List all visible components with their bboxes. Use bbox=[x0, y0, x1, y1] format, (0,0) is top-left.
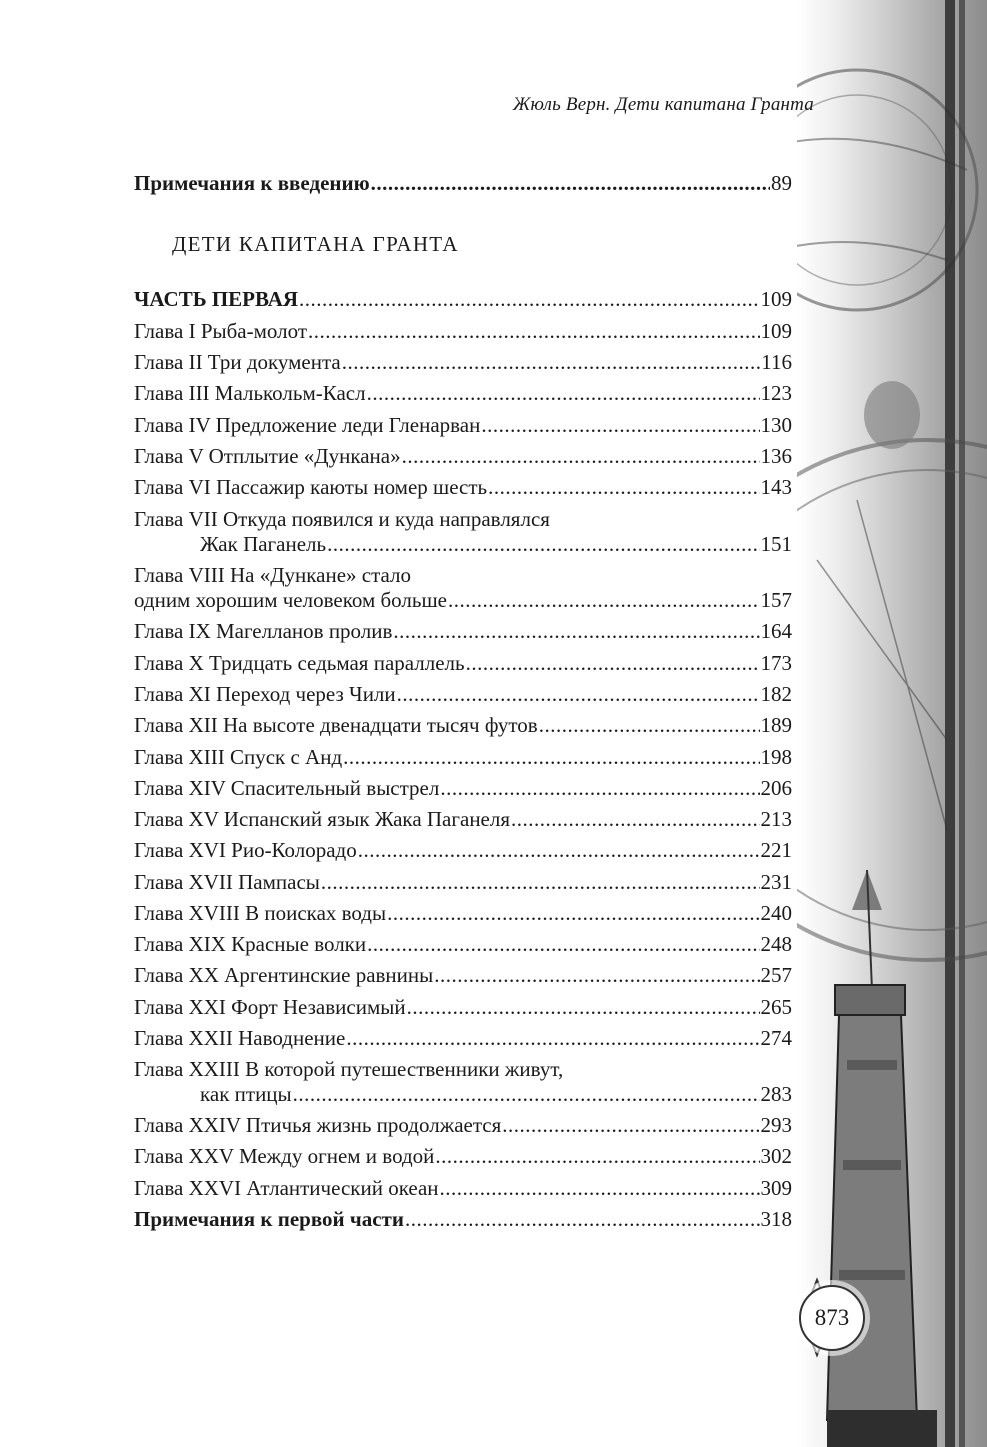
toc-chapter[interactable] bbox=[134, 962, 792, 988]
leader-dots bbox=[511, 806, 759, 832]
toc-entry-title: Жак Паганель bbox=[200, 532, 327, 556]
leader-dots bbox=[343, 744, 759, 770]
toc-chapter-line1[interactable]: Глава VIII На «Дункане» стало bbox=[134, 563, 412, 587]
toc-chapter[interactable] bbox=[134, 531, 792, 557]
toc-entry-page: 109 bbox=[760, 319, 792, 343]
toc-chapter[interactable] bbox=[134, 443, 792, 469]
toc-entry-title: одним хорошим человеком больше bbox=[134, 588, 447, 612]
toc-chapter[interactable] bbox=[134, 349, 792, 375]
toc-entry-title: Глава IX Магелланов пролив bbox=[134, 619, 393, 643]
toc-chapter[interactable] bbox=[134, 744, 792, 770]
toc-entry-page: 206 bbox=[760, 776, 792, 800]
leader-dots bbox=[397, 681, 760, 707]
toc-entry-page: 182 bbox=[760, 682, 792, 706]
toc-entry-title: Глава XIII Спуск с Анд bbox=[134, 745, 343, 769]
toc-entry-page: 123 bbox=[760, 381, 792, 405]
toc-entry-page: 265 bbox=[760, 995, 792, 1019]
toc-entry-title: Глава XIV Спасительный выстрел bbox=[134, 776, 440, 800]
page-number: 873 bbox=[814, 1305, 850, 1330]
toc-entry-title: Глава XXV Между огнем и водой bbox=[134, 1144, 435, 1168]
leader-dots bbox=[367, 380, 760, 406]
toc-entry-title: Глава XXIV Птичья жизнь продолжается bbox=[134, 1113, 502, 1137]
leader-dots bbox=[488, 474, 759, 500]
toc-entry-title: Глава XII На высоте двенадцати тысяч футов bbox=[134, 713, 538, 737]
toc-entry-title: Глава XVIII В поисках воды bbox=[134, 901, 387, 925]
leader-dots bbox=[440, 1175, 760, 1201]
toc-entry-page: 309 bbox=[760, 1176, 792, 1200]
map-lighthouse-icon bbox=[797, 0, 987, 1447]
toc-entry-page: 293 bbox=[760, 1113, 792, 1137]
toc-entry-page: 318 bbox=[760, 1207, 792, 1231]
toc-entry-page: 116 bbox=[761, 350, 792, 374]
toc-entry-title: Глава VI Пассажир каюты номер шесть bbox=[134, 475, 488, 499]
toc-chapter[interactable] bbox=[134, 650, 792, 676]
toc-chapter[interactable] bbox=[134, 474, 792, 500]
leader-dots bbox=[367, 931, 759, 957]
leader-dots bbox=[502, 1112, 759, 1138]
toc-chapter[interactable] bbox=[134, 587, 792, 613]
toc-entry-title: Глава XVI Рио-Колорадо bbox=[134, 838, 357, 862]
toc-entry-page: 198 bbox=[760, 745, 792, 769]
toc-chapter[interactable] bbox=[134, 380, 792, 406]
toc-chapter[interactable] bbox=[134, 775, 792, 801]
toc-chapter-line1[interactable]: Глава XXIII В которой путешественники живут, bbox=[134, 1057, 564, 1081]
toc-chapter[interactable] bbox=[134, 412, 792, 438]
toc-entry-title: Примечания к введению bbox=[134, 171, 370, 195]
toc-entry-page: 257 bbox=[760, 963, 792, 987]
toc-notes-intro[interactable] bbox=[134, 170, 792, 196]
toc-entry-title: Примечания к первой части bbox=[134, 1207, 404, 1231]
toc-part-one[interactable] bbox=[134, 286, 792, 312]
toc-entry-title: Глава XX Аргентинские равнины bbox=[134, 963, 434, 987]
leader-dots bbox=[448, 587, 760, 613]
toc-chapter[interactable] bbox=[134, 1112, 792, 1138]
toc-entry-title: Глава XV Испанский язык Жака Паганеля bbox=[134, 807, 511, 831]
toc-chapter[interactable] bbox=[134, 1175, 792, 1201]
leader-dots bbox=[308, 318, 760, 344]
leader-dots bbox=[327, 531, 759, 557]
leader-dots bbox=[293, 1081, 760, 1107]
toc-chapter[interactable] bbox=[134, 318, 792, 344]
toc-entry-page: 136 bbox=[760, 444, 792, 468]
toc-notes-part-one[interactable] bbox=[134, 1206, 792, 1232]
toc-chapter-line1[interactable]: Глава VII Откуда появился и куда направлялся bbox=[134, 507, 550, 531]
leader-dots bbox=[393, 618, 759, 644]
toc-chapter[interactable] bbox=[134, 806, 792, 832]
toc-entry-title: Глава IV Предложение леди Гленарван bbox=[134, 413, 481, 437]
toc-entry-page: 302 bbox=[760, 1144, 792, 1168]
leader-dots bbox=[466, 650, 760, 676]
leader-dots bbox=[434, 962, 759, 988]
toc-chapter[interactable] bbox=[134, 994, 792, 1020]
toc-entry-page: 283 bbox=[760, 1082, 792, 1106]
toc-entry-page: 151 bbox=[760, 532, 792, 556]
toc-entry-page: 173 bbox=[760, 651, 792, 675]
leader-dots bbox=[402, 443, 760, 469]
toc-entry-title: Глава XXII Наводнение bbox=[134, 1026, 346, 1050]
toc-chapter[interactable] bbox=[134, 900, 792, 926]
toc-entry-page: 130 bbox=[760, 413, 792, 437]
toc-chapter[interactable] bbox=[134, 681, 792, 707]
toc-entry-title: Глава XI Переход через Чили bbox=[134, 682, 396, 706]
toc-entry-title: Глава X Тридцать седьмая параллель bbox=[134, 651, 465, 675]
toc-entry-page: 157 bbox=[760, 588, 792, 612]
toc-entry-page: 231 bbox=[760, 870, 792, 894]
leader-dots bbox=[358, 837, 760, 863]
toc-chapter[interactable] bbox=[134, 931, 792, 957]
toc-entry-page: 274 bbox=[760, 1026, 792, 1050]
leader-dots bbox=[440, 775, 759, 801]
toc-entry-title: Глава II Три документа bbox=[134, 350, 341, 374]
toc-entry-title: ЧАСТЬ ПЕРВАЯ bbox=[134, 287, 299, 311]
leader-dots bbox=[405, 1206, 760, 1232]
toc-entry-title: Глава XVII Пампасы bbox=[134, 870, 320, 894]
toc-entry-title: Глава V Отплытие «Дункана» bbox=[134, 444, 401, 468]
leader-dots bbox=[387, 900, 759, 926]
toc-entry-title: Глава XXVI Атлантический океан bbox=[134, 1176, 439, 1200]
toc-entry-title: Глава XXI Форт Независимый bbox=[134, 995, 406, 1019]
leader-dots bbox=[299, 286, 759, 312]
toc-entry-title: Глава III Малькольм-Касл bbox=[134, 381, 366, 405]
toc-entry-page: 89 bbox=[771, 171, 792, 195]
toc-chapter[interactable] bbox=[134, 1025, 792, 1051]
toc-entry-page: 248 bbox=[760, 932, 792, 956]
leader-dots bbox=[346, 1025, 759, 1051]
toc-chapter[interactable] bbox=[134, 1081, 792, 1107]
leader-dots bbox=[342, 349, 761, 375]
toc-entry-title: как птицы bbox=[200, 1082, 292, 1106]
leader-dots bbox=[539, 712, 760, 738]
leader-dots bbox=[435, 1143, 759, 1169]
leader-dots bbox=[407, 994, 760, 1020]
decorative-side-illustration bbox=[797, 0, 987, 1447]
page-number-badge bbox=[799, 1285, 865, 1351]
leader-dots bbox=[321, 869, 760, 895]
toc-entry-page: 143 bbox=[760, 475, 792, 499]
leader-dots bbox=[371, 170, 770, 196]
leader-dots bbox=[481, 412, 759, 438]
toc-entry-page: 221 bbox=[760, 838, 792, 862]
toc-chapter[interactable] bbox=[134, 837, 792, 863]
toc-entry-title: Глава I Рыба-молот bbox=[134, 319, 307, 343]
toc-entry-page: 189 bbox=[760, 713, 792, 737]
toc-entry-page: 213 bbox=[760, 807, 792, 831]
toc-entry-title: Глава XIX Красные волки bbox=[134, 932, 367, 956]
toc-entry-page: 164 bbox=[760, 619, 792, 643]
toc-chapter[interactable] bbox=[134, 1143, 792, 1169]
toc-chapter[interactable] bbox=[134, 618, 792, 644]
toc-chapter[interactable] bbox=[134, 869, 792, 895]
section-title: ДЕТИ КАПИТАНА ГРАНТА bbox=[172, 232, 459, 256]
toc-entry-page: 240 bbox=[760, 901, 792, 925]
toc-chapter[interactable] bbox=[134, 712, 792, 738]
toc-entry-page: 109 bbox=[760, 287, 792, 311]
running-head: Жюль Верн. Дети капитана Гранта bbox=[512, 94, 814, 115]
